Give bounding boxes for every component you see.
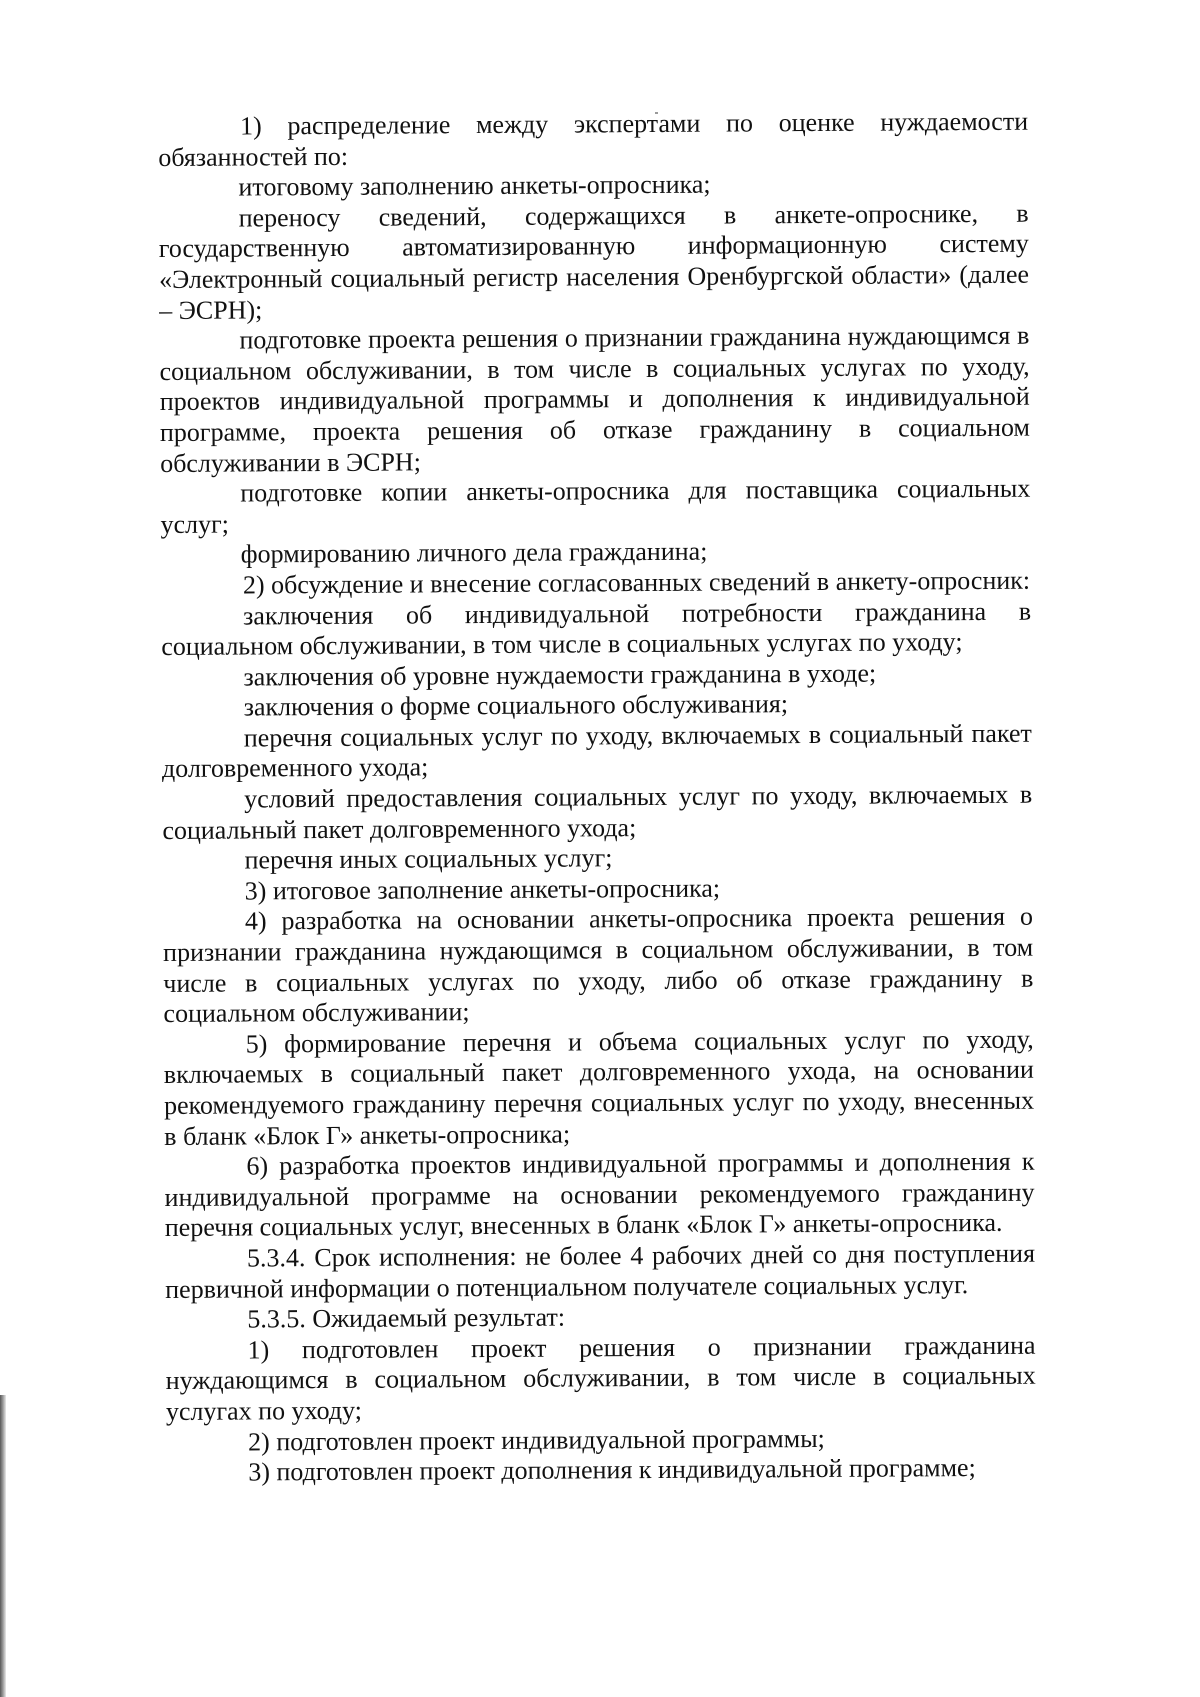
scan-edge-artifact (0, 1395, 6, 1697)
paragraph-5-3-5-expected-result: 5.3.5. Ожидаемый результат: (247, 1302, 566, 1334)
paragraph-6-programme-drafts: 6) разработка проектов индивидуальной программы и дополнения к индивидуальной программе на основании рекомендуемого гражданину перечня социальных услуг, внесенных в бланк «Блок Г» анкеты-опросника. (164, 1146, 1035, 1243)
paragraph-5-3-4-deadline: 5.3.4. Срок исполнения: не более 4 рабочих дней со дня поступления первичной информации о потенциальном получателе социальных услуг. (165, 1238, 1036, 1304)
paragraph-1-distribution: 1) распределение между экспертами по оценке нуждаемости обязанностей по: (158, 106, 1029, 172)
paragraph-care-conditions: условий предоставления социальных услуг по уходу, включаемых в социальный пакет долговременного ухода; (162, 779, 1033, 845)
paragraph-copy-for-provider: подготовке копии анкеты-опросника для поставщика социальных услуг; (160, 473, 1031, 539)
paragraph-result-2: 2) подготовлен проект индивидуальной программы; (248, 1423, 825, 1457)
paragraph-final-filling: итоговому заполнению анкеты-опросника; (238, 169, 711, 202)
paragraph-draft-decision: подготовке проекта решения о признании гражданина нуждающимся в социальном обслуживании, в том числе в социальных услугах по уходу, проектов индивидуальной программы и дополнения к индивидуальной программе, проекта решения об отказе гражданину в социальном обслуживании в ЭСРН; (159, 320, 1031, 478)
paragraph-result-1: 1) подготовлен проект решения о признании гражданина нуждающимся в социальном обслуживании, в том числе в социальных услугах по уходу; (165, 1330, 1036, 1426)
document-body (158, 107, 1036, 1489)
paragraph-transfer-to-esrn: переносу сведений, содержащихся в анкете-опроснике, в государственную автоматизированную информационную систему «Электронный социальный регистр населения Оренбургской области» (далее – ЭСРН); (158, 198, 1030, 325)
paragraph-other-services: перечня иных социальных услуг; (244, 843, 613, 875)
paragraph-result-3: 3) подготовлен проект дополнения к индивидуальной программе; (248, 1453, 976, 1487)
paragraph-conclusion-form: заключения о форме социального обслуживания; (243, 689, 789, 722)
paragraph-3-final-filling: 3) итоговое заполнение анкеты-опросника; (244, 873, 721, 906)
paragraph-4-draft-decision: 4) разработка на основании анкеты-опросника проекта решения о признании гражданина нуждающимся в социальном обслуживании, в том числе в социальных услугах по уходу, либо об отказе гражданину в социальном обслуживании; (163, 902, 1034, 1029)
paragraph-personal-file: формированию личного дела гражданина; (240, 536, 708, 569)
paragraph-2-discussion: 2) обсуждение и внесение согласованных сведений в анкету-опросник: (242, 565, 1031, 600)
paragraph-conclusion-level: заключения об уровне нуждаемости гражданина в уходе; (243, 658, 877, 692)
paragraph-care-services-list: перечня социальных услуг по уходу, включаемых в социальный пакет долговременного ухода; (161, 718, 1032, 784)
paragraph-5-services-volume: 5) формирование перечня и объема социальных услуг по уходу, включаемых в социальный пакет долговременного ухода, на основании рекомендуемого гражданину перечня социальных услуг по уходу, внесенных в бланк «Блок Г» анкеты-опросника; (163, 1024, 1035, 1151)
paragraph-conclusion-need: заключения об индивидуальной потребности гражданина в социальном обслуживании, в том числе в социальных услугах по уходу; (161, 596, 1032, 662)
